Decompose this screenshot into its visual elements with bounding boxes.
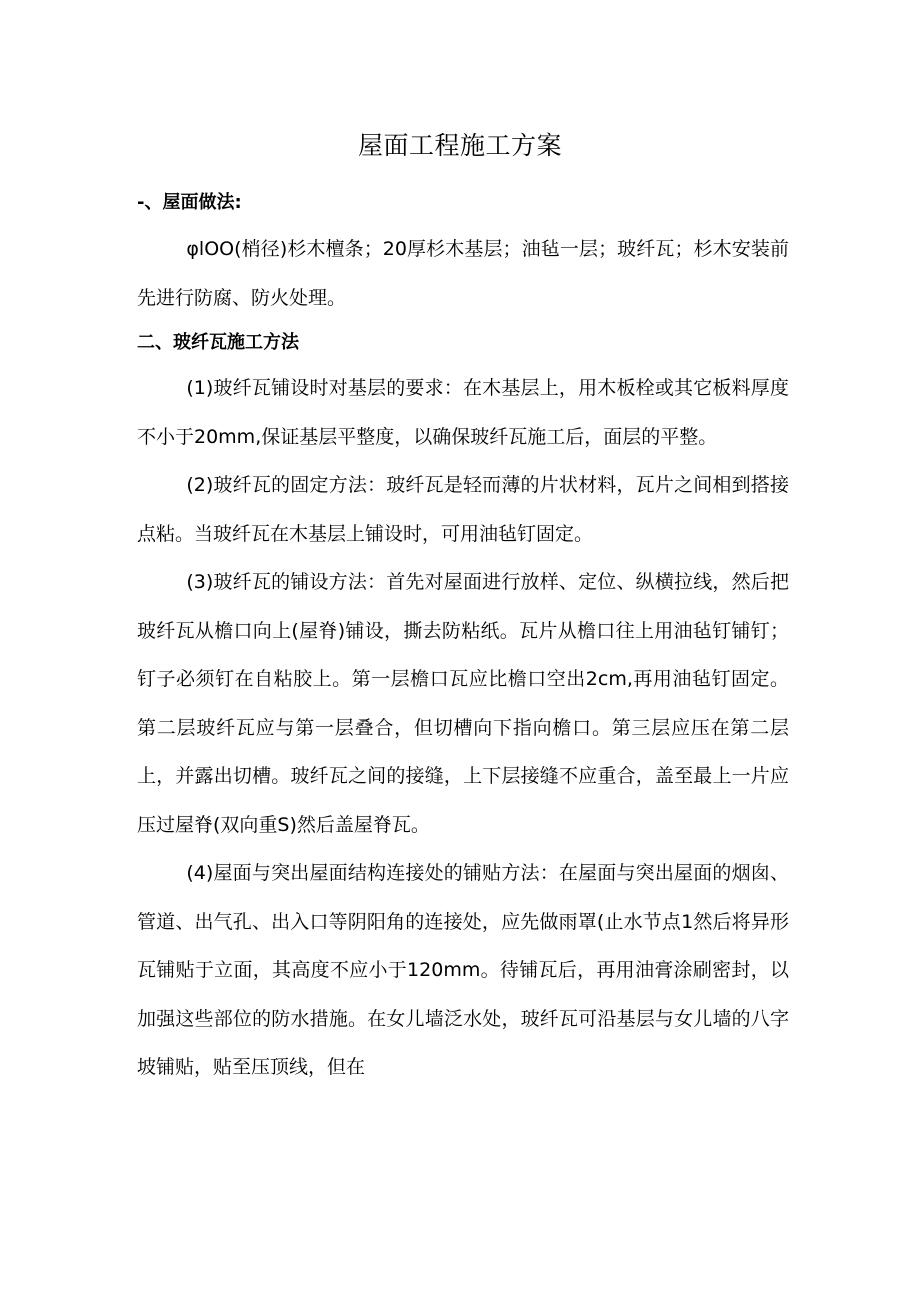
document-title: 屋面工程施工方案	[357, 131, 562, 160]
document-body	[137, 186, 789, 1092]
paragraph-roof-layers: φlOO(梢径)杉木檀条；20厚杉木基层；油毡一层；玻纤瓦；杉木安装前先进行防腐、防火处理。	[137, 238, 789, 309]
paragraph-fixing-method: (2)玻纤瓦的固定方法：玻纤瓦是轻而薄的片状材料，瓦片之间相到搭接点粘。当玻纤瓦在木基层上铺设时，可用油毡钉固定。	[137, 474, 789, 545]
paragraph-base-requirements: (1)玻纤瓦铺设时对基层的要求：在木基层上，用木板栓或其它板料厚度不小于20mm,保证基层平整度，以确保玻纤瓦施工后，面层的平整。	[137, 377, 789, 448]
section-heading-roof-method: -、屋面做法:	[137, 192, 242, 213]
paragraph-junction-method: (4)屋面与突出屋面结构连接处的铺贴方法：在屋面与突出屋面的烟囱、管道、出气孔、出入口等阴阳角的连接处，应先做雨罩(止水节点1然后将异形瓦铺贴于立面，其高度不应小于120mm。待铺瓦后，再用油膏涂刷密封，以加强这些部位的防水措施。在女儿墙泛水处，玻纤瓦可沿基层与女儿墙的八字坡铺贴，贴至压顶线，但在	[137, 862, 789, 1078]
section-heading-tile-construction: 二、玻纤瓦施工方法	[137, 332, 299, 353]
paragraph-laying-method: (3)玻纤瓦的铺设方法：首先对屋面进行放样、定位、纵横拉线，然后把玻纤瓦从檐口向上(屋脊)铺设，撕去防粘纸。瓦片从檐口往上用油毡钉铺钉；钉子必须钉在自粘胶上。第一层檐口瓦应比檐口空出2cm,再用油毡钉固定。第二层玻纤瓦应与第一层叠合，但切槽向下指向檐口。第三层应压在第二层上，并露出切槽。玻纤瓦之间的接缝，上下层接缝不应重合，盖至最上一片应压过屋脊(双向重S)然后盖屋脊瓦。	[137, 571, 789, 836]
